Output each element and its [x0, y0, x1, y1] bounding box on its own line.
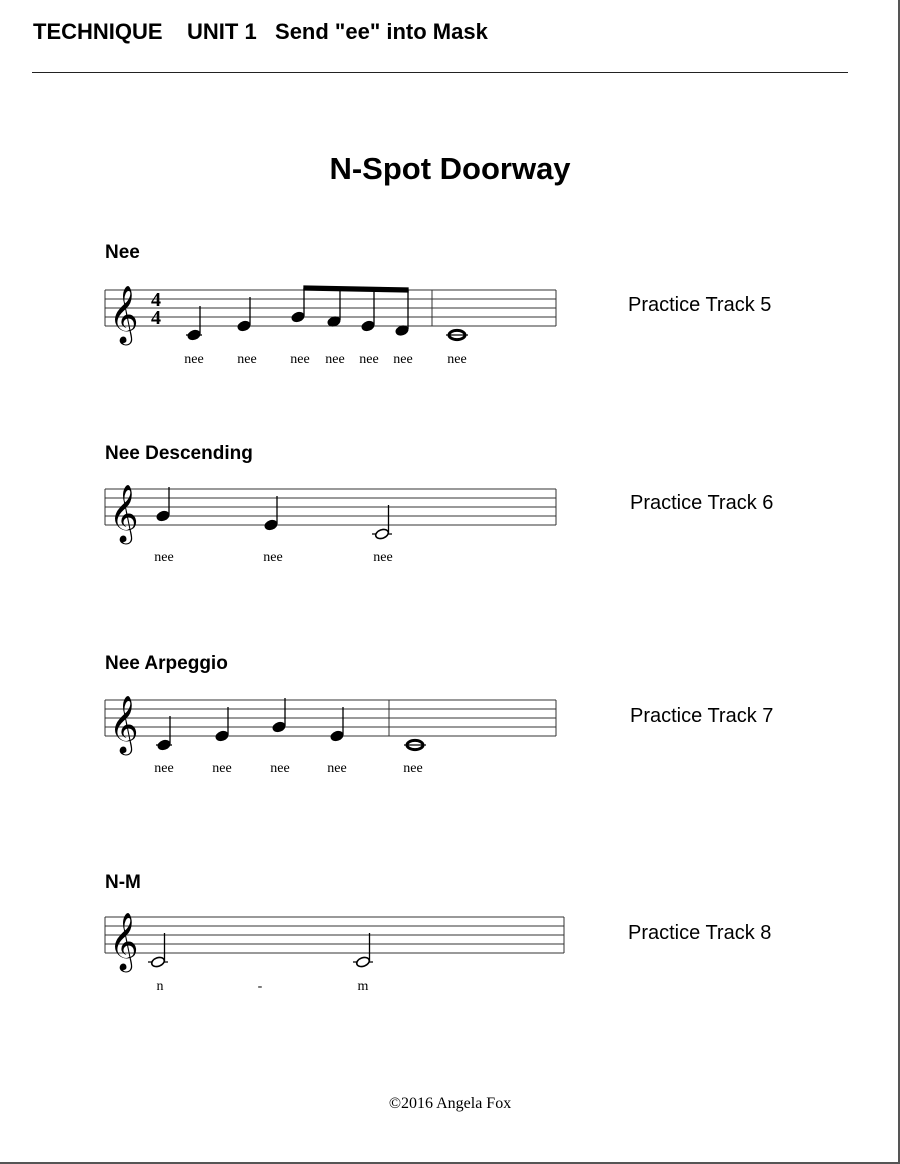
practice-track-5[interactable]: Practice Track 5 [628, 294, 772, 316]
note-e [264, 519, 278, 531]
note-e [215, 730, 229, 742]
half-note-c [150, 956, 165, 968]
lyric: nee [393, 352, 413, 367]
staff-3-lines [105, 700, 556, 736]
treble-clef-icon: 𝄞 [109, 484, 139, 542]
treble-clef-icon: 𝄞 [109, 285, 139, 343]
half-note-c [355, 956, 370, 968]
note-g [291, 311, 305, 323]
exercise-label-nee-descending: Nee Descending [105, 443, 253, 464]
lyric: nee [154, 761, 174, 776]
time-signature-bottom: 4 [151, 307, 161, 329]
lyric: nee [263, 550, 283, 565]
exercise-label-n-m: N-M [105, 872, 141, 893]
practice-track-7[interactable]: Practice Track 7 [630, 705, 774, 727]
lyric: n [156, 979, 164, 994]
note-c [187, 329, 201, 341]
lyric: nee [154, 550, 174, 565]
staff-4-lines [105, 917, 564, 953]
lyric: nee [327, 761, 347, 776]
lyric: nee [237, 352, 257, 367]
note-c [157, 739, 171, 751]
time-signature-top: 4 [151, 289, 161, 311]
practice-track-6[interactable]: Practice Track 6 [630, 492, 774, 514]
note-g [272, 721, 286, 733]
lyric: nee [447, 352, 467, 367]
exercise-label-nee-arpeggio: Nee Arpeggio [105, 653, 228, 674]
note-e [237, 320, 251, 332]
unit-header: TECHNIQUE UNIT 1 Send "ee" into Mask [33, 19, 488, 44]
half-note-c [374, 528, 389, 540]
lyric: nee [290, 352, 310, 367]
exercise-label-nee: Nee [105, 242, 140, 263]
note-e [361, 320, 375, 332]
lyric: nee [184, 352, 204, 367]
copyright-notice: ©2016 Angela Fox [388, 1095, 512, 1112]
lyric: nee [359, 352, 379, 367]
eighth-beam [304, 286, 408, 292]
lyric: nee [270, 761, 290, 776]
staff-2-lines [105, 489, 556, 525]
lyric: nee [403, 761, 423, 776]
lyric: nee [325, 352, 345, 367]
lyric: nee [212, 761, 232, 776]
note-e [330, 730, 344, 742]
lyric: m [357, 979, 369, 994]
page-title: N-Spot Doorway [329, 151, 571, 186]
lyric: - [257, 979, 263, 994]
note-g [156, 510, 170, 522]
treble-clef-icon: 𝄞 [109, 695, 139, 753]
treble-clef-icon: 𝄞 [109, 912, 139, 970]
lyric: nee [373, 550, 393, 565]
practice-track-8[interactable]: Practice Track 8 [628, 922, 772, 944]
